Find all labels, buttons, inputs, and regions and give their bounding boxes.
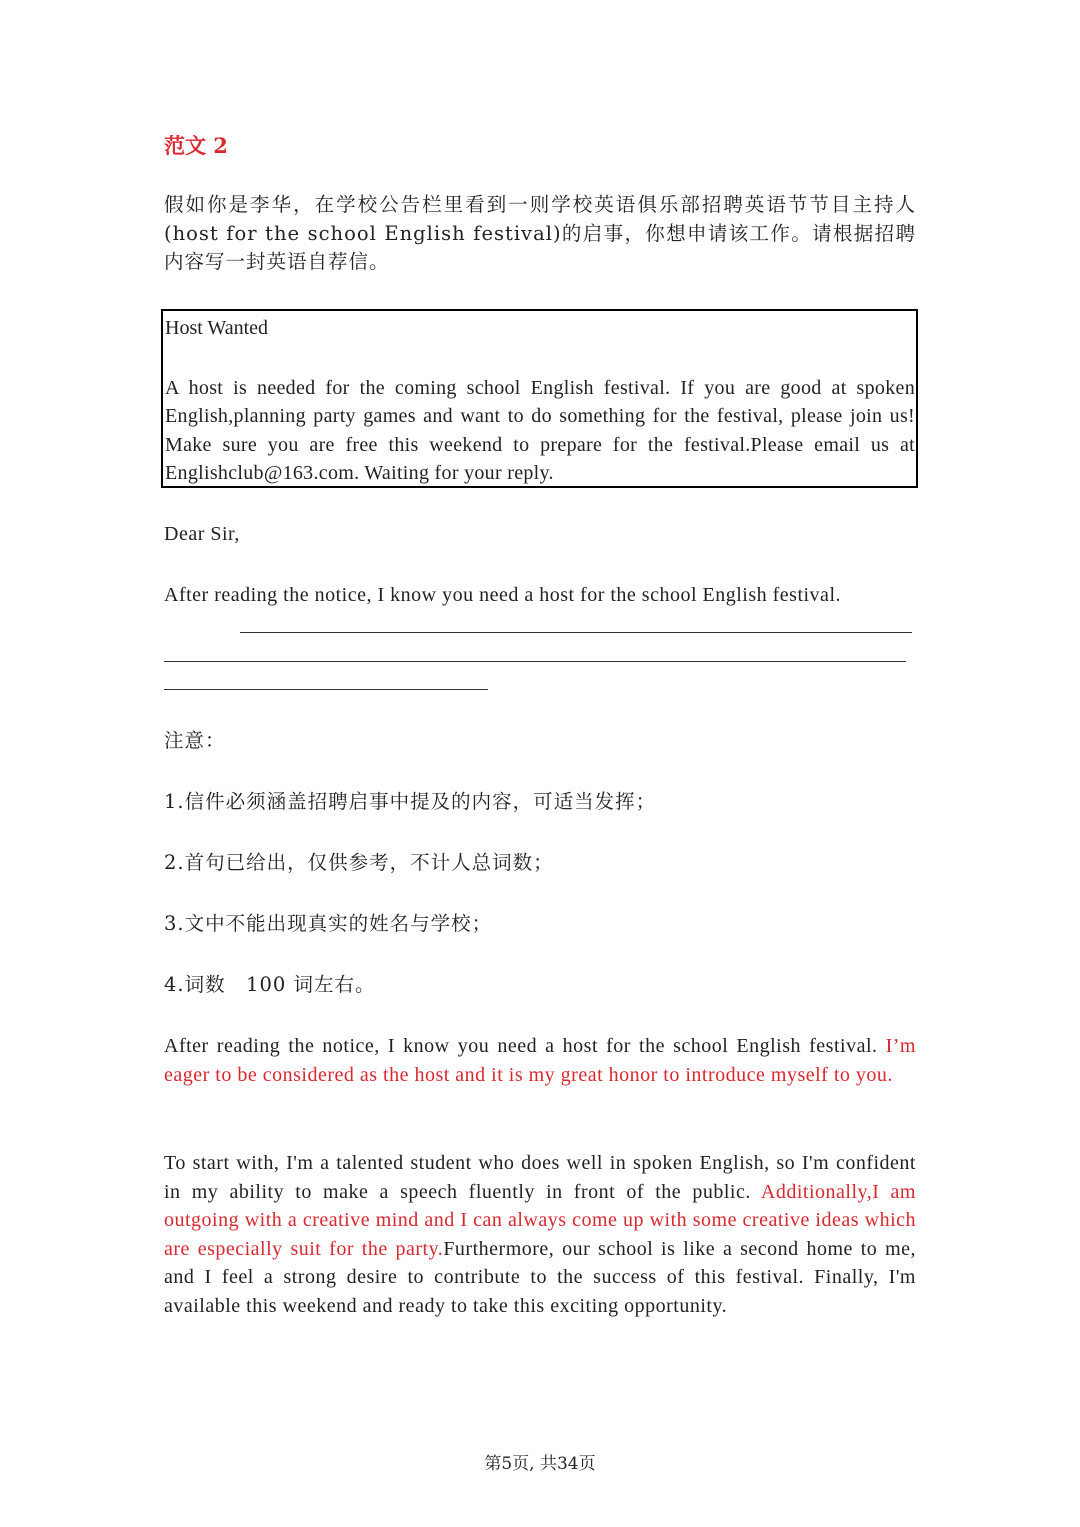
note-item: 3.文中不能出现真实的姓名与学校； xyxy=(164,912,493,935)
opening-text: After reading the notice, I know you need a host for the school English festival. xyxy=(164,584,841,606)
task-prompt: 假如你是李华，在学校公告栏里看到一则学校英语俱乐部招聘英语节节目主持人(host for the school English festival)的启事，你想申请该工作。请根据招聘内容写一封英语自荐信。 xyxy=(164,193,916,273)
opening-sentence xyxy=(164,581,916,610)
answer-text: After reading the notice, I know you need a host for the school English festival. xyxy=(164,1035,886,1057)
note-item: 2.首句已给出，仅供参考，不计人总词数； xyxy=(164,851,554,874)
salutation: Dear Sir, xyxy=(164,523,240,545)
note-item: 4.词数 100 词左右。 xyxy=(164,973,376,996)
note-item: 1.信件必须涵盖招聘启事中提及的内容，可适当发挥； xyxy=(164,790,657,813)
notice-body: A host is needed for the coming school English festival. If you are good at spoken English,planning party games and want to do something for the festival, please join us! Make sure you are free this weekend to prepare for the festival.Please email us at Englishclub@163.com. Waiting for your reply. xyxy=(165,377,915,485)
writing-line xyxy=(240,632,912,633)
notice-title: Host Wanted xyxy=(165,317,269,339)
page-footer: 第5页, 共34页 xyxy=(484,1454,596,1474)
answer-text: To start with, I'm a talented student who does well in spoken English, so I'm confident in my ability to make a speech fluently in front of the public. xyxy=(164,1152,916,1203)
highlighted-sentence: Additionally,I am outgoing with a creative mind and I can always come up with some creative ideas which are especially suit for the party. xyxy=(164,1180,916,1260)
notes-title: 注意： xyxy=(164,729,226,752)
section-heading: 范文 2 xyxy=(164,133,228,158)
answer-text: Furthermore, our school is like a second home to me, and I feel a strong desire to contribute to the success of this festival. Finally, I'm available this weekend and ready to take this exciting opportunity. xyxy=(164,1237,916,1317)
highlighted-sentence: I’m eager to be considered as the host and it is my great honor to introduce myself to you. xyxy=(164,1035,916,1086)
writing-line xyxy=(164,661,906,662)
writing-line xyxy=(164,689,488,690)
answer-paragraph-2 xyxy=(164,1149,916,1320)
answer-paragraph-1 xyxy=(164,1032,916,1089)
notice-box xyxy=(161,309,918,488)
